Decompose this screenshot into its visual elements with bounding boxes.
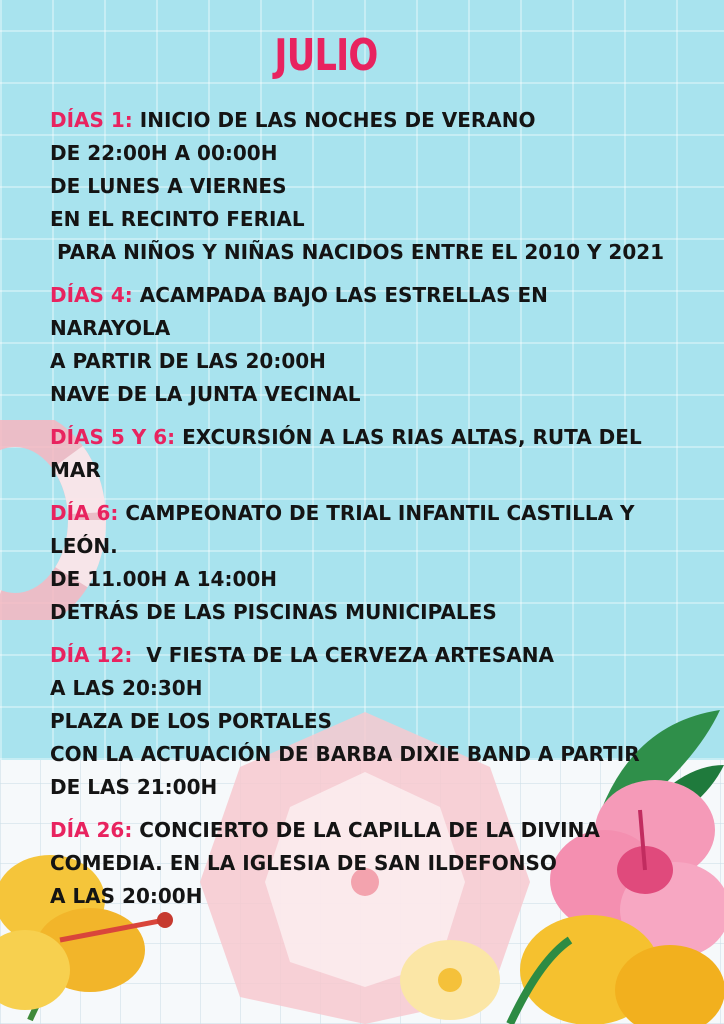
event-first-line (50, 814, 710, 847)
event-text: A PARTIR DE LAS 20:00H (50, 349, 326, 373)
event-text: DE LAS 21:00H (50, 775, 218, 799)
event-item (50, 104, 710, 269)
event-text: LEÓN. (50, 534, 118, 558)
event-detail-line (50, 236, 710, 269)
event-item (50, 497, 710, 629)
event-date-label: DÍA 26: (50, 818, 133, 842)
events-list (50, 104, 710, 923)
event-text: NARAYOLA (50, 316, 171, 340)
event-first-line (50, 639, 710, 672)
event-date-label: DÍA 12: (50, 643, 133, 667)
event-detail-line (50, 312, 710, 345)
page-title: JULIO (274, 30, 378, 81)
event-detail-line (50, 563, 710, 596)
event-text: CAMPEONATO DE TRIAL INFANTIL CASTILLA Y (125, 501, 635, 525)
event-item (50, 639, 710, 804)
event-first-line (50, 279, 710, 312)
event-detail-line (50, 378, 710, 411)
event-text: DE 22:00H A 00:00H (50, 141, 278, 165)
event-text: CONCIERTO DE LA CAPILLA DE LA DIVINA (139, 818, 600, 842)
event-detail-line (50, 880, 710, 913)
event-text: A LAS 20:30H (50, 676, 203, 700)
event-detail-line (50, 705, 710, 738)
event-date-label: DÍAS 5 Y 6: (50, 425, 176, 449)
event-detail-line (50, 596, 710, 629)
event-text: EXCURSIÓN A LAS RIAS ALTAS, RUTA DEL (182, 425, 642, 449)
event-text: DETRÁS DE LAS PISCINAS MUNICIPALES (50, 600, 497, 624)
event-detail-line (50, 738, 710, 771)
event-detail-line (50, 454, 710, 487)
event-detail-line (50, 137, 710, 170)
event-text: V FIESTA DE LA CERVEZA ARTESANA (139, 643, 555, 667)
event-text: EN EL RECINTO FERIAL (50, 207, 305, 231)
event-first-line (50, 497, 710, 530)
event-item (50, 279, 710, 411)
event-text: COMEDIA. EN LA IGLESIA DE SAN ILDEFONSO (50, 851, 557, 875)
event-text: PARA NIÑOS Y NIÑAS NACIDOS ENTRE EL 2010 Y 2021 (50, 240, 665, 264)
event-text: DE LUNES A VIERNES (50, 174, 287, 198)
event-text: INICIO DE LAS NOCHES DE VERANO (139, 108, 536, 132)
event-detail-line (50, 345, 710, 378)
event-first-line (50, 104, 710, 137)
event-item (50, 814, 710, 913)
event-text: PLAZA DE LOS PORTALES (50, 709, 332, 733)
event-detail-line (50, 771, 710, 804)
event-detail-line (50, 672, 710, 705)
event-detail-line (50, 203, 710, 236)
event-date-label: DÍAS 4: (50, 283, 133, 307)
event-detail-line (50, 847, 710, 880)
event-text: ACAMPADA BAJO LAS ESTRELLAS EN (139, 283, 548, 307)
event-item (50, 421, 710, 487)
event-detail-line (50, 170, 710, 203)
event-text: A LAS 20:00H (50, 884, 203, 908)
event-text: MAR (50, 458, 101, 482)
event-text: CON LA ACTUACIÓN DE BARBA DIXIE BAND A PARTIR (50, 742, 640, 766)
event-first-line (50, 421, 710, 454)
event-date-label: DÍAS 1: (50, 108, 133, 132)
event-text: NAVE DE LA JUNTA VECINAL (50, 382, 361, 406)
event-text: DE 11.00H A 14:00H (50, 567, 278, 591)
event-date-label: DÍA 6: (50, 501, 119, 525)
event-detail-line (50, 530, 710, 563)
